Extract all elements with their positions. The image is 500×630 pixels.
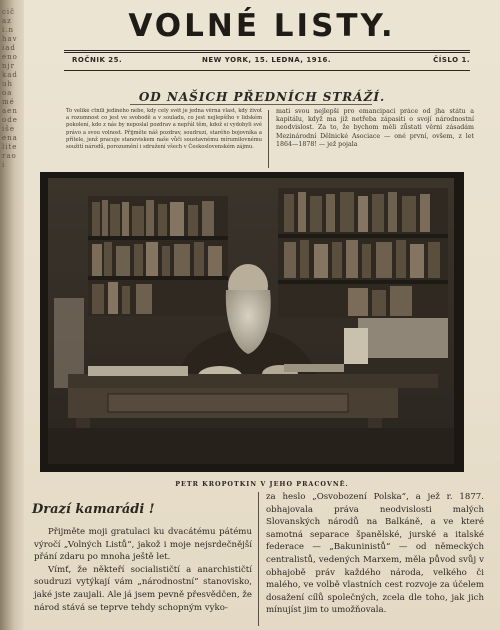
letter-left-column (34, 526, 252, 614)
bookshelf-right (278, 188, 448, 318)
intro-left-column: To veliké ctnili jediného nebe, kdy celý svět je jedna věrná vlast, kdy život a rozumnost co jest ve svobodě a v souladu, co jest nejlepšího v lidském pokolení, kdo z nás by neposlal pozdrav a nepřál těm, kdož si vydobyli své právo a svou volnost. Přijměte náš pozdrav, soudruzi, starého bojovníka a přítele, jenž pracuje stanoviskem naše vůči soustavnému mírumilovnému soužití národů, porozumění i sdružení všech v Československém zájmu. (66, 108, 262, 151)
photo-frame (40, 172, 464, 472)
dateline (72, 56, 470, 68)
masthead-title: VOLNÉ LISTY. (128, 8, 396, 44)
photo-caption: PETR KROPOTKIN V JEHO PRACOVNĚ. (175, 480, 349, 488)
letter-paragraph-2: Vímť, že někteří socialističtí a anarchističtí soudruzi vytýkají vám „národnostní“ stanovisko, jaké jste zaujali. Ale já jsem pevně přesvědčen, že národ stává se teprve tehdy schopným vyko- (34, 564, 252, 613)
letter-paragraph-1: Přijměte moji gratulaci ku dvacátému pátému výročí „Volných Listů“, jakož i moje nejsrdečnější přání zdaru po mnoha ještě let. (34, 527, 252, 563)
spine-text: cičazi.nhaviadenonjrkaduhoaméaenodeišeenaliteraoi (2, 8, 18, 169)
masthead-rule-top (64, 50, 470, 51)
place-date: NEW YORK, 15. LEDNA, 1916. (202, 56, 332, 64)
newspaper-page (24, 0, 500, 630)
kropotkin-study-photo (48, 178, 454, 464)
letter-greeting: Drazí kamarádi ! (32, 502, 155, 517)
book-spine-edge (0, 0, 26, 630)
masthead-rule-top-2 (64, 52, 470, 53)
issue-number: ČÍSLO 1. (433, 56, 470, 64)
letter-right-column (266, 491, 484, 617)
volume-number: ROČNIK 25. (72, 56, 123, 64)
section-title-underline (130, 104, 372, 105)
letter-right-paragraph: za heslo „Osvobození Polska“, a jež r. 1877. obhajovala práva neodvislosti malých Slovanských národů na Balkáně, a ve které samotná separace španělské, jurské a italské federace — „Bakuninistů“ — od německých centralistů, vedených Marxem, měla původ svůj v obhajobě práv každého národa, velkého či malého, ve volbě vlastních cest rozvoje za účelem dosažení cílů společných, zcela dle toho, jak jich mínujíst jim to umožňovala. (266, 492, 484, 616)
bookshelf-left (88, 196, 228, 316)
intro-column-divider (268, 110, 269, 168)
letter-column-divider (258, 492, 259, 626)
dateline-rule (64, 70, 470, 71)
section-title: OD NAŠICH PŘEDNÍCH STRÁŽÍ. (138, 90, 386, 104)
intro-right-column: mati svou nejlepší pro emancipaci práce od jha státu a kapitálu, když ma již netřeba zápasiti o svojí národnostní neodvislost. Za to, že bychom měli zůstati věrni zásadám Mezinárodní Dělnické Asociace — oné první, ovšem, z let 1864—1878! — jež pojala (276, 108, 474, 148)
